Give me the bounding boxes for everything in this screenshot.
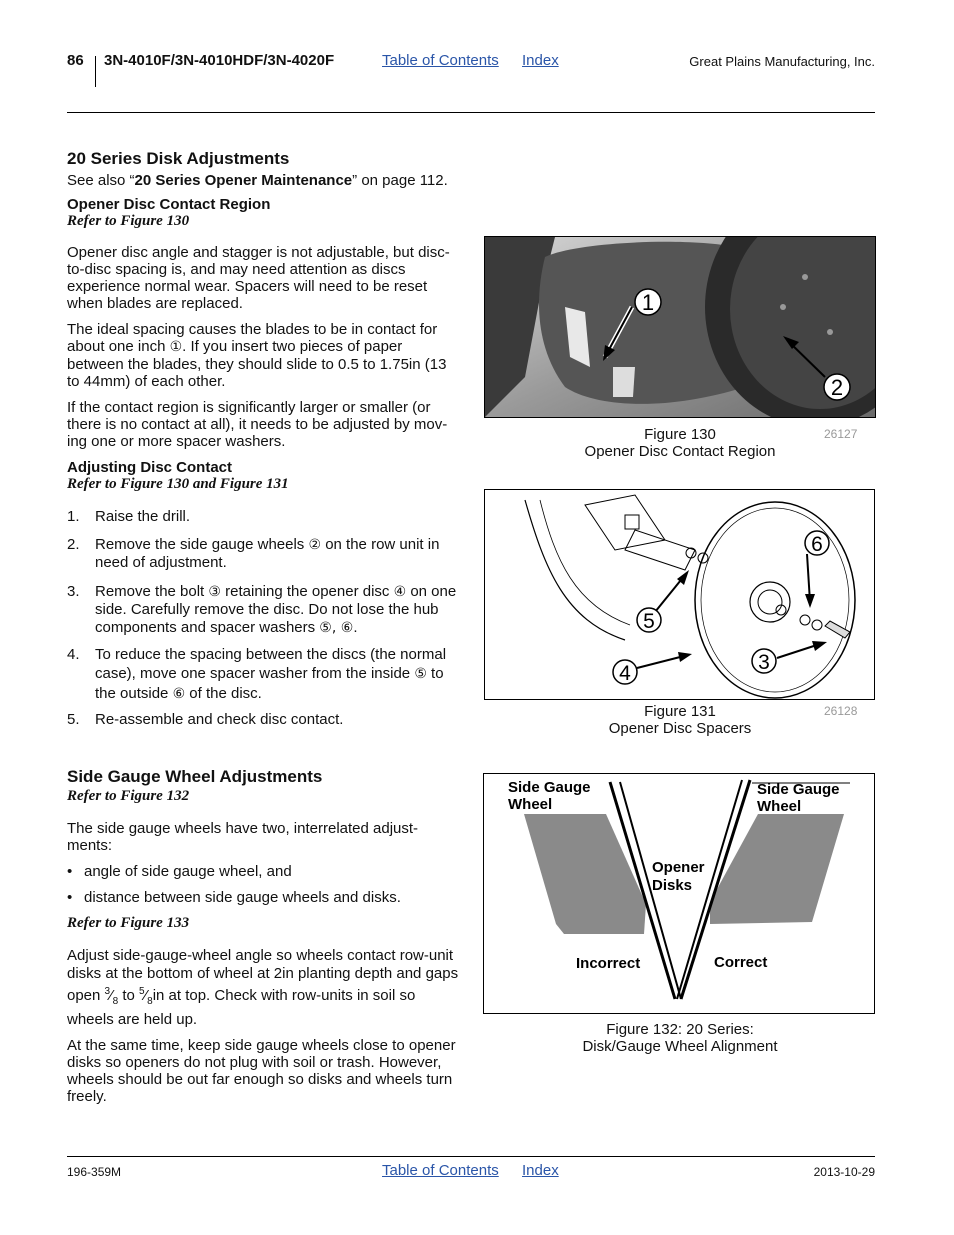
list-item: 1. Raise the drill. — [67, 508, 191, 525]
figure-132-caption: Figure 132: 20 Series: Disk/Gauge Wheel Alignment — [582, 1021, 778, 1055]
figure-number: 26127 — [824, 427, 858, 441]
paragraph: Adjust side-gauge-wheel angle so wheels contact row-unit disks at the bottom of wheel at 2in planting depth and gaps open $^3⁄_8$ to $^5⁄_8in$ at top. Check with row-units in soil so wheels are held up. — [67, 947, 459, 1028]
callout-3: 3 — [758, 651, 770, 674]
list-item: • angle of side gauge wheel, and — [67, 863, 292, 880]
figure-130-caption: Figure 130 Opener Disc Contact Region — [584, 426, 776, 460]
center-label-line1: Opener — [652, 859, 705, 876]
list-item: 5. Re-assemble and check disc contact. — [67, 711, 344, 728]
paragraph: The ideal spacing causes the blades to be in contact for about one inch ①. If you insert two pieces of paper between the blades, they should slide to 0.5 to 1.75in (13 to 44mm) of each other. — [67, 321, 447, 390]
callout-2: 2 — [830, 375, 844, 400]
subsection-title: Adjusting Disc Contact — [67, 459, 233, 476]
center-label-line2: Disks — [652, 877, 693, 894]
footer-index-link[interactable]: Index — [522, 1162, 559, 1179]
figure-number: 26128 — [824, 704, 858, 718]
see-also-link-text: 20 Series Opener Maintenance — [134, 172, 353, 189]
callout-6: 6 — [811, 533, 823, 556]
figure-reference: Refer to Figure 130 and Figure 131 — [67, 476, 289, 492]
opener-disc-spacers-drawing — [485, 490, 874, 699]
index-link[interactable]: Index — [522, 52, 559, 69]
section-disk-adjustments — [67, 150, 459, 728]
toc-link[interactable]: Table of Contents — [382, 52, 499, 69]
figure-reference: Refer to Figure 132 — [67, 788, 190, 804]
subsection-title: Opener Disc Contact Region — [67, 196, 271, 213]
publish-date: 2013-10-29 — [813, 1165, 875, 1179]
list-item: 3. Remove the bolt ③ retaining the opener disc ④ on one side. Carefully remove the disc. Do not lose the hub components and spacer washers ⑤, ⑥. — [67, 583, 457, 636]
figure-131-diagram — [484, 489, 875, 700]
footer-rule — [67, 1156, 875, 1157]
paragraph: At the same time, keep side gauge wheels close to opener disks so openers do not plug with soil or trash. However, wheels should be out far enough so disks and wheels turn freely. — [67, 1037, 456, 1105]
model-title: 3N-4010F/3N-4010HDF/3N-4020F — [104, 52, 335, 69]
incorrect-label: Incorrect — [576, 955, 641, 972]
steps-list — [67, 508, 459, 728]
list-item: 4. To reduce the spacing between the discs (the normal case), move one spacer washer from the inside ⑤ to the outside ⑥ of the disc. — [67, 646, 447, 702]
paragraph: If the contact region is significantly larger or smaller (or there is no contact at all), it needs to be adjusted by mov-ing one or more spacer washers. — [67, 399, 448, 450]
callout-1: 1 — [641, 290, 655, 315]
paragraph: The side gauge wheels have two, interrelated adjust-ments: — [67, 820, 419, 854]
right-label-line1: Side Gauge — [757, 781, 840, 798]
section-title: Side Gauge Wheel Adjustments — [67, 767, 323, 786]
doc-number: 196-359M — [67, 1165, 122, 1179]
figure-132-diagram — [483, 773, 875, 1014]
opener-disc-photo — [485, 237, 875, 417]
correct-label: Correct — [714, 954, 768, 971]
paragraph: Opener disc angle and stagger is not adjustable, but disc-to-disc spacing is, and may need attention as discs experience normal wear. Spacers will need to be reset when blades are replaced. — [67, 244, 450, 312]
callout-4: 4 — [619, 662, 631, 685]
figure-reference: Refer to Figure 133 — [67, 915, 190, 931]
list-item: • distance between side gauge wheels and disks. — [67, 889, 401, 906]
disk-gauge-alignment-drawing — [484, 774, 874, 1013]
header-rule — [67, 112, 875, 113]
section-side-gauge — [67, 768, 459, 1105]
page-number: 86 — [67, 52, 84, 69]
footer-toc-link[interactable]: Table of Contents — [382, 1162, 499, 1179]
callout-5: 5 — [643, 610, 655, 633]
left-label-line1: Side Gauge — [508, 779, 591, 796]
bullet-list — [67, 863, 459, 906]
section-title: 20 Series Disk Adjustments — [67, 149, 290, 168]
list-item: 2. Remove the side gauge wheels ② on the row unit in need of adjustment. — [67, 536, 440, 571]
see-also: See also “20 Series Opener Maintenance” on page 112. — [67, 172, 448, 189]
figure-131-caption: Figure 131 Opener Disc Spacers — [608, 703, 752, 737]
left-label-line2: Wheel — [508, 796, 553, 813]
right-label-line2: Wheel — [757, 798, 802, 815]
figure-reference: Refer to Figure 130 — [67, 213, 190, 229]
company-name: Great Plains Manufacturing, Inc. — [689, 54, 875, 69]
header-divider — [95, 56, 96, 87]
figure-130-photo — [484, 236, 876, 418]
